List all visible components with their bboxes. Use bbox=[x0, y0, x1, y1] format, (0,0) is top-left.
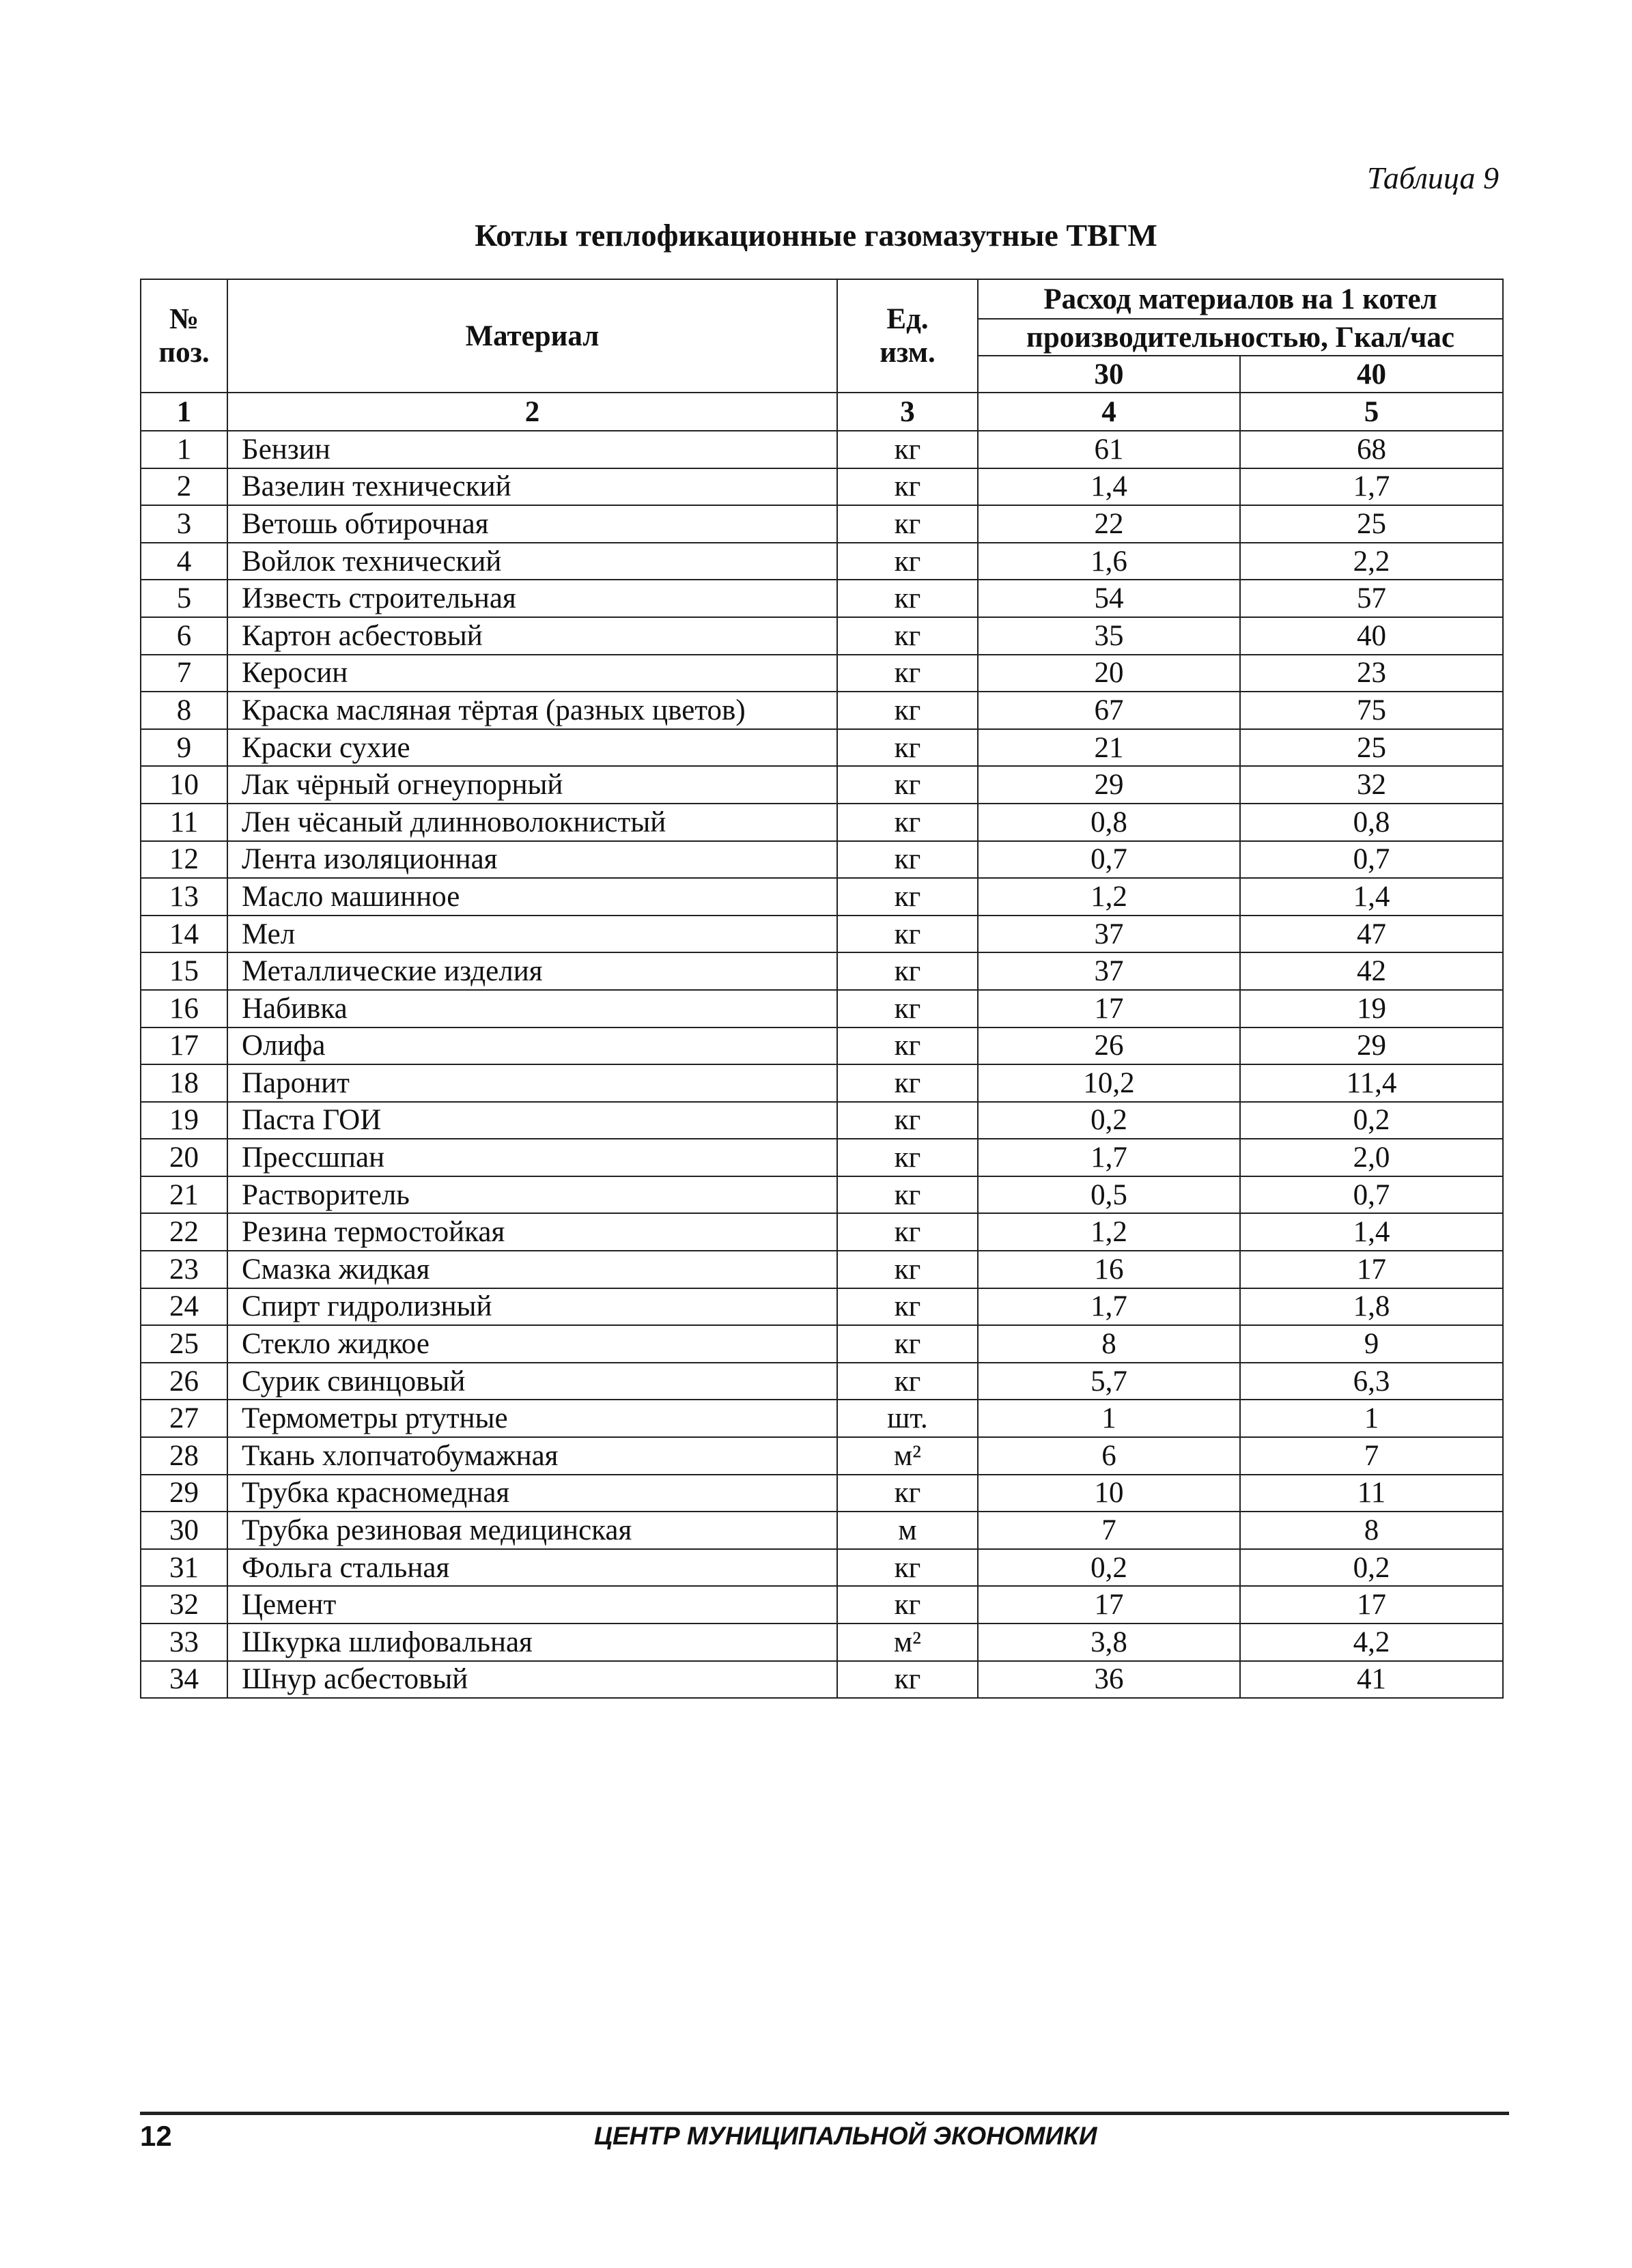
cell-material: Шнур асбестовый bbox=[227, 1661, 837, 1699]
cell-unit: кг bbox=[837, 1325, 978, 1363]
cell-value-40: 0,8 bbox=[1240, 804, 1503, 841]
cell-value-30: 7 bbox=[978, 1512, 1240, 1549]
cell-value-30: 17 bbox=[978, 990, 1240, 1027]
cell-value-40: 9 bbox=[1240, 1325, 1503, 1363]
cell-unit: кг bbox=[837, 580, 978, 617]
table-row bbox=[141, 1363, 1503, 1400]
cell-unit: кг bbox=[837, 952, 978, 990]
cell-material: Картон асбестовый bbox=[227, 617, 837, 655]
cell-unit: м² bbox=[837, 1624, 978, 1661]
cell-unit: кг bbox=[837, 1475, 978, 1512]
cell-value-30: 37 bbox=[978, 916, 1240, 953]
cell-value-40: 17 bbox=[1240, 1586, 1503, 1624]
cell-position: 13 bbox=[141, 878, 227, 916]
cell-unit: кг bbox=[837, 990, 978, 1027]
header-unit-line2: изм. bbox=[880, 337, 935, 369]
materials-table bbox=[140, 279, 1504, 1699]
cell-material: Трубка красномедная bbox=[227, 1475, 837, 1512]
cell-value-30: 29 bbox=[978, 766, 1240, 804]
cell-material: Известь строительная bbox=[227, 580, 837, 617]
cell-material: Спирт гидролизный bbox=[227, 1288, 837, 1326]
cell-position: 20 bbox=[141, 1139, 227, 1176]
cell-unit: кг bbox=[837, 1288, 978, 1326]
cell-position: 12 bbox=[141, 841, 227, 879]
cell-value-40: 1 bbox=[1240, 1400, 1503, 1437]
table-row bbox=[141, 431, 1503, 468]
cell-value-40: 40 bbox=[1240, 617, 1503, 655]
cell-value-30: 8 bbox=[978, 1325, 1240, 1363]
cell-value-40: 0,2 bbox=[1240, 1549, 1503, 1587]
cell-position: 24 bbox=[141, 1288, 227, 1326]
cell-value-40: 1,4 bbox=[1240, 1213, 1503, 1251]
cell-material: Масло машинное bbox=[227, 878, 837, 916]
cell-position: 27 bbox=[141, 1400, 227, 1437]
cell-position: 26 bbox=[141, 1363, 227, 1400]
cell-position: 18 bbox=[141, 1064, 227, 1102]
cell-value-30: 61 bbox=[978, 431, 1240, 468]
cell-position: 5 bbox=[141, 580, 227, 617]
header-position-line1: № bbox=[169, 302, 199, 335]
cell-value-40: 41 bbox=[1240, 1661, 1503, 1699]
table-row bbox=[141, 1512, 1503, 1549]
table-row bbox=[141, 1549, 1503, 1587]
cell-value-30: 1,4 bbox=[978, 468, 1240, 506]
cell-value-30: 35 bbox=[978, 617, 1240, 655]
cell-value-30: 20 bbox=[978, 655, 1240, 692]
cell-value-30: 0,2 bbox=[978, 1549, 1240, 1587]
table-row bbox=[141, 617, 1503, 655]
cell-value-40: 4,2 bbox=[1240, 1624, 1503, 1661]
cell-value-40: 1,8 bbox=[1240, 1288, 1503, 1326]
cell-value-40: 57 bbox=[1240, 580, 1503, 617]
table-row bbox=[141, 1325, 1503, 1363]
table-row bbox=[141, 1251, 1503, 1288]
cell-position: 2 bbox=[141, 468, 227, 506]
cell-unit: кг bbox=[837, 1549, 978, 1587]
cell-value-30: 67 bbox=[978, 692, 1240, 729]
cell-material: Бензин bbox=[227, 431, 837, 468]
cell-position: 9 bbox=[141, 729, 227, 767]
table-row bbox=[141, 505, 1503, 543]
cell-material: Растворитель bbox=[227, 1176, 837, 1214]
cell-position: 10 bbox=[141, 766, 227, 804]
cell-value-30: 21 bbox=[978, 729, 1240, 767]
cell-position: 34 bbox=[141, 1661, 227, 1699]
cell-position: 4 bbox=[141, 543, 227, 580]
cell-value-40: 1,7 bbox=[1240, 468, 1503, 506]
cell-position: 14 bbox=[141, 916, 227, 953]
table-row bbox=[141, 468, 1503, 506]
column-number: 2 bbox=[227, 393, 837, 431]
cell-material: Прессшпан bbox=[227, 1139, 837, 1176]
cell-value-30: 1,2 bbox=[978, 1213, 1240, 1251]
cell-position: 17 bbox=[141, 1027, 227, 1065]
cell-material: Металлические изделия bbox=[227, 952, 837, 990]
cell-value-40: 47 bbox=[1240, 916, 1503, 953]
page-number: 12 bbox=[140, 2120, 172, 2152]
cell-unit: кг bbox=[837, 431, 978, 468]
cell-position: 8 bbox=[141, 692, 227, 729]
cell-unit: кг bbox=[837, 1586, 978, 1624]
cell-material: Шкурка шлифовальная bbox=[227, 1624, 837, 1661]
cell-material: Керосин bbox=[227, 655, 837, 692]
cell-value-40: 7 bbox=[1240, 1437, 1503, 1475]
header-position bbox=[141, 279, 227, 393]
header-material: Материал bbox=[227, 279, 837, 393]
cell-value-30: 10,2 bbox=[978, 1064, 1240, 1102]
cell-value-40: 8 bbox=[1240, 1512, 1503, 1549]
cell-unit: кг bbox=[837, 1213, 978, 1251]
cell-position: 31 bbox=[141, 1549, 227, 1587]
cell-unit: м² bbox=[837, 1437, 978, 1475]
cell-value-30: 1,7 bbox=[978, 1288, 1240, 1326]
column-number: 4 bbox=[978, 393, 1240, 431]
table-row bbox=[141, 1102, 1503, 1139]
cell-value-40: 2,2 bbox=[1240, 543, 1503, 580]
cell-position: 25 bbox=[141, 1325, 227, 1363]
cell-position: 1 bbox=[141, 431, 227, 468]
cell-value-30: 3,8 bbox=[978, 1624, 1240, 1661]
cell-material: Резина термостойкая bbox=[227, 1213, 837, 1251]
cell-value-30: 0,8 bbox=[978, 804, 1240, 841]
cell-value-40: 0,7 bbox=[1240, 841, 1503, 879]
cell-unit: кг bbox=[837, 692, 978, 729]
table-row bbox=[141, 1400, 1503, 1437]
cell-value-40: 17 bbox=[1240, 1251, 1503, 1288]
cell-value-30: 1,2 bbox=[978, 878, 1240, 916]
cell-material: Термометры ртутные bbox=[227, 1400, 837, 1437]
cell-value-40: 23 bbox=[1240, 655, 1503, 692]
cell-material: Паронит bbox=[227, 1064, 837, 1102]
column-number: 3 bbox=[837, 393, 978, 431]
header-unit-line1: Ед. bbox=[886, 302, 929, 335]
table-row bbox=[141, 1624, 1503, 1661]
header-consumption-line2: производительностью, Гкал/час bbox=[978, 319, 1503, 356]
table-row bbox=[141, 1176, 1503, 1214]
table-label: Таблица 9 bbox=[1366, 160, 1499, 195]
footer-divider bbox=[140, 2112, 1509, 2115]
page-title: Котлы теплофикационные газомазутные ТВГМ bbox=[475, 218, 1157, 253]
cell-position: 30 bbox=[141, 1512, 227, 1549]
cell-value-40: 1,4 bbox=[1240, 878, 1503, 916]
cell-value-40: 68 bbox=[1240, 431, 1503, 468]
table-row bbox=[141, 692, 1503, 729]
cell-unit: кг bbox=[837, 617, 978, 655]
cell-value-40: 11,4 bbox=[1240, 1064, 1503, 1102]
cell-position: 29 bbox=[141, 1475, 227, 1512]
cell-material: Сурик свинцовый bbox=[227, 1363, 837, 1400]
table-row bbox=[141, 766, 1503, 804]
cell-material: Краски сухие bbox=[227, 729, 837, 767]
cell-value-40: 42 bbox=[1240, 952, 1503, 990]
cell-unit: кг bbox=[837, 655, 978, 692]
table-row bbox=[141, 543, 1503, 580]
table-row bbox=[141, 729, 1503, 767]
cell-unit: кг bbox=[837, 1363, 978, 1400]
cell-value-40: 11 bbox=[1240, 1475, 1503, 1512]
cell-unit: кг bbox=[837, 543, 978, 580]
cell-unit: кг bbox=[837, 804, 978, 841]
cell-unit: кг bbox=[837, 1661, 978, 1699]
cell-value-40: 19 bbox=[1240, 990, 1503, 1027]
cell-unit: шт. bbox=[837, 1400, 978, 1437]
cell-value-30: 37 bbox=[978, 952, 1240, 990]
table-row bbox=[141, 1661, 1503, 1699]
header-consumption-line1: Расход материалов на 1 котел bbox=[978, 279, 1503, 319]
cell-unit: кг bbox=[837, 878, 978, 916]
table-row bbox=[141, 1475, 1503, 1512]
cell-material: Лак чёрный огнеупорный bbox=[227, 766, 837, 804]
column-number: 5 bbox=[1240, 393, 1503, 431]
cell-value-30: 1,6 bbox=[978, 543, 1240, 580]
table-row bbox=[141, 1213, 1503, 1251]
cell-material: Паста ГОИ bbox=[227, 1102, 837, 1139]
cell-position: 7 bbox=[141, 655, 227, 692]
cell-position: 16 bbox=[141, 990, 227, 1027]
table-row bbox=[141, 1027, 1503, 1065]
header-unit bbox=[837, 279, 978, 393]
cell-material: Набивка bbox=[227, 990, 837, 1027]
table-row bbox=[141, 1437, 1503, 1475]
table-row bbox=[141, 990, 1503, 1027]
cell-value-30: 1 bbox=[978, 1400, 1240, 1437]
cell-position: 15 bbox=[141, 952, 227, 990]
cell-value-40: 2,0 bbox=[1240, 1139, 1503, 1176]
cell-material: Фольга стальная bbox=[227, 1549, 837, 1587]
cell-material: Краска масляная тёртая (разных цветов) bbox=[227, 692, 837, 729]
cell-value-40: 0,2 bbox=[1240, 1102, 1503, 1139]
cell-material: Ветошь обтирочная bbox=[227, 505, 837, 543]
table-row bbox=[141, 916, 1503, 953]
cell-unit: кг bbox=[837, 1027, 978, 1065]
cell-material: Смазка жидкая bbox=[227, 1251, 837, 1288]
table-body bbox=[141, 431, 1503, 1698]
cell-value-30: 22 bbox=[978, 505, 1240, 543]
cell-value-30: 26 bbox=[978, 1027, 1240, 1065]
cell-value-40: 25 bbox=[1240, 729, 1503, 767]
column-number: 1 bbox=[141, 393, 227, 431]
cell-material: Стекло жидкое bbox=[227, 1325, 837, 1363]
table-row bbox=[141, 1139, 1503, 1176]
cell-material: Вазелин технический bbox=[227, 468, 837, 506]
header-capacity-30: 30 bbox=[978, 356, 1240, 393]
cell-unit: кг bbox=[837, 468, 978, 506]
cell-value-30: 54 bbox=[978, 580, 1240, 617]
cell-material: Олифа bbox=[227, 1027, 837, 1065]
cell-value-30: 17 bbox=[978, 1586, 1240, 1624]
cell-value-30: 6 bbox=[978, 1437, 1240, 1475]
cell-material: Мел bbox=[227, 916, 837, 953]
cell-value-40: 75 bbox=[1240, 692, 1503, 729]
table-row bbox=[141, 841, 1503, 879]
cell-value-40: 0,7 bbox=[1240, 1176, 1503, 1214]
cell-position: 33 bbox=[141, 1624, 227, 1661]
cell-value-30: 5,7 bbox=[978, 1363, 1240, 1400]
cell-unit: кг bbox=[837, 766, 978, 804]
header-capacity-40: 40 bbox=[1240, 356, 1503, 393]
cell-material: Войлок технический bbox=[227, 543, 837, 580]
cell-value-40: 6,3 bbox=[1240, 1363, 1503, 1400]
table-row bbox=[141, 1586, 1503, 1624]
cell-position: 23 bbox=[141, 1251, 227, 1288]
cell-unit: кг bbox=[837, 841, 978, 879]
cell-unit: кг bbox=[837, 1176, 978, 1214]
cell-unit: кг bbox=[837, 1139, 978, 1176]
table-row bbox=[141, 1288, 1503, 1326]
cell-value-30: 36 bbox=[978, 1661, 1240, 1699]
cell-unit: кг bbox=[837, 505, 978, 543]
cell-material: Трубка резиновая медицинская bbox=[227, 1512, 837, 1549]
cell-position: 11 bbox=[141, 804, 227, 841]
cell-value-30: 1,7 bbox=[978, 1139, 1240, 1176]
cell-material: Лен чёсаный длинноволокнистый bbox=[227, 804, 837, 841]
cell-value-30: 0,5 bbox=[978, 1176, 1240, 1214]
cell-unit: кг bbox=[837, 729, 978, 767]
header-position-line2: поз. bbox=[158, 337, 210, 369]
cell-position: 28 bbox=[141, 1437, 227, 1475]
cell-unit: кг bbox=[837, 1064, 978, 1102]
cell-value-40: 25 bbox=[1240, 505, 1503, 543]
table-row bbox=[141, 804, 1503, 841]
cell-unit: кг bbox=[837, 1102, 978, 1139]
table-row bbox=[141, 952, 1503, 990]
table-row bbox=[141, 1064, 1503, 1102]
cell-material: Ткань хлопчатобумажная bbox=[227, 1437, 837, 1475]
table-row bbox=[141, 580, 1503, 617]
cell-position: 21 bbox=[141, 1176, 227, 1214]
cell-value-30: 0,7 bbox=[978, 841, 1240, 879]
cell-unit: кг bbox=[837, 1251, 978, 1288]
cell-position: 6 bbox=[141, 617, 227, 655]
cell-material: Лента изоляционная bbox=[227, 841, 837, 879]
table-row bbox=[141, 878, 1503, 916]
cell-position: 22 bbox=[141, 1213, 227, 1251]
cell-position: 32 bbox=[141, 1586, 227, 1624]
cell-value-30: 0,2 bbox=[978, 1102, 1240, 1139]
table-row bbox=[141, 655, 1503, 692]
cell-position: 3 bbox=[141, 505, 227, 543]
cell-position: 19 bbox=[141, 1102, 227, 1139]
publisher-name: ЦЕНТР МУНИЦИПАЛЬНОЙ ЭКОНОМИКИ bbox=[594, 2122, 1097, 2150]
cell-unit: кг bbox=[837, 916, 978, 953]
cell-value-40: 29 bbox=[1240, 1027, 1503, 1065]
cell-value-30: 10 bbox=[978, 1475, 1240, 1512]
cell-value-40: 32 bbox=[1240, 766, 1503, 804]
cell-value-30: 16 bbox=[978, 1251, 1240, 1288]
cell-unit: м bbox=[837, 1512, 978, 1549]
cell-material: Цемент bbox=[227, 1586, 837, 1624]
